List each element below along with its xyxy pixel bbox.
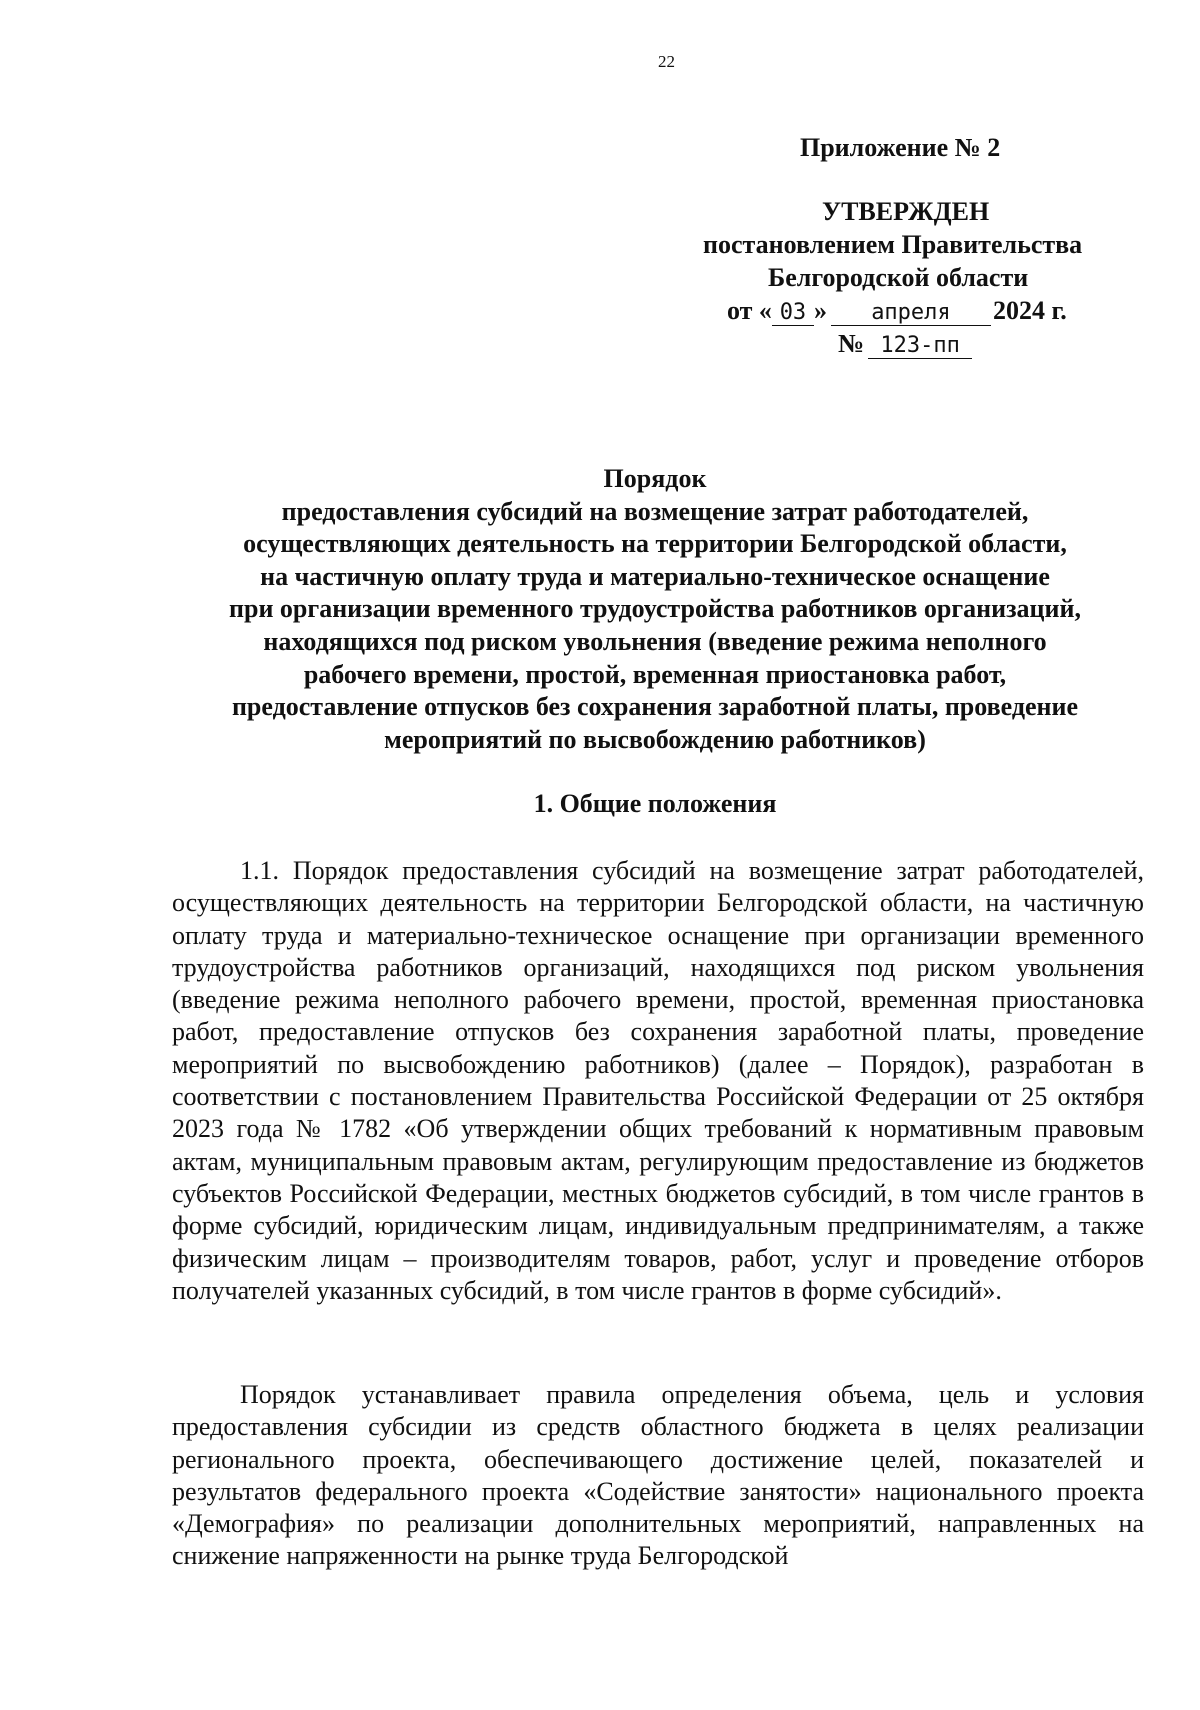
date-close-quote: » — [813, 296, 827, 325]
region-line: Белгородской области — [768, 263, 1029, 292]
title-line: осуществляющих деятельность на территории Белгородской области, — [243, 529, 1067, 559]
title-line: Порядок — [603, 464, 707, 493]
appendix-label: Приложение № 2 — [800, 133, 1001, 162]
decree-number-handwritten: 123-пп — [868, 334, 972, 359]
body-paragraph: 1.1. Порядок предоставления субсидий на возмещение затрат работодателей, осуществляющих деятельность на территории Белгородской области, на частичную оплату труда и материально-техническое оснащение при организации временного трудоустройства работников организаций, находящихся под риском увольнения (введение режима неполного рабочего времени, простой, временная приостановка работ, предоставление отпусков без сохранения заработной платы, проведение мероприятий по высвобождению работников) (далее – Порядок), разработан в соответствии с постановлением Правительства Российской Федерации от 25 октября 2023 года № 1782 «Об утверждении общих требований к нормативным правовым актам, муниципальным правовым актам, регулирующим предоставление из бюджетов субъектов Российской Федерации, местных бюджетов субсидий, в том числе грантов в форме субсидий, юридическим лицам, индивидуальным предпринимателям, а также физическим лицам – производителям товаров, работ, услуг и проведение отборов получателей указанных субсидий, в том числе грантов в форме субсидий». — [172, 856, 1144, 1305]
decree-number-line — [838, 329, 972, 359]
section-heading: 1. Общие положения — [533, 789, 777, 818]
title-line: рабочего времени, простой, временная приостановка работ, — [303, 659, 1007, 689]
title-line: при организации временного трудоустройства работников организаций, — [229, 594, 1081, 624]
date-day-handwritten: 03 — [772, 301, 814, 326]
date-prefix: от « — [727, 296, 772, 325]
decree-line: постановлением Правительства — [703, 230, 1083, 259]
body-paragraph: Порядок устанавливает правила определения объема, цель и условия предоставления субсидии из средств областного бюджета в целях реализации регионального проекта, обеспечивающего достижение целей, показателей и результатов федерального проекта «Содействие занятости» национального проекта «Демография» по реализации дополнительных мероприятий, направленных на снижение напряженности на рынке труда Белгородской — [172, 1380, 1144, 1571]
title-line: предоставление отпусков без сохранения заработной платы, проведение — [231, 692, 1079, 722]
date-year: 2024 г. — [992, 296, 1067, 325]
title-line: предоставления субсидий на возмещение затрат работодателей, — [281, 496, 1029, 526]
approval-date-line — [727, 296, 1067, 326]
title-line: на частичную оплату труда и материально-техническое оснащение — [260, 561, 1050, 591]
document-title — [150, 463, 1160, 756]
title-line: находящихся под риском увольнения (введение режима неполного — [263, 626, 1047, 656]
title-line: мероприятий по высвобождению работников) — [384, 724, 926, 754]
number-prefix: № — [838, 329, 865, 358]
date-month-handwritten: апреля — [831, 301, 991, 326]
page-number: 22 — [658, 52, 675, 71]
approved-stamp-heading: УТВЕРЖДЕН — [822, 197, 990, 226]
